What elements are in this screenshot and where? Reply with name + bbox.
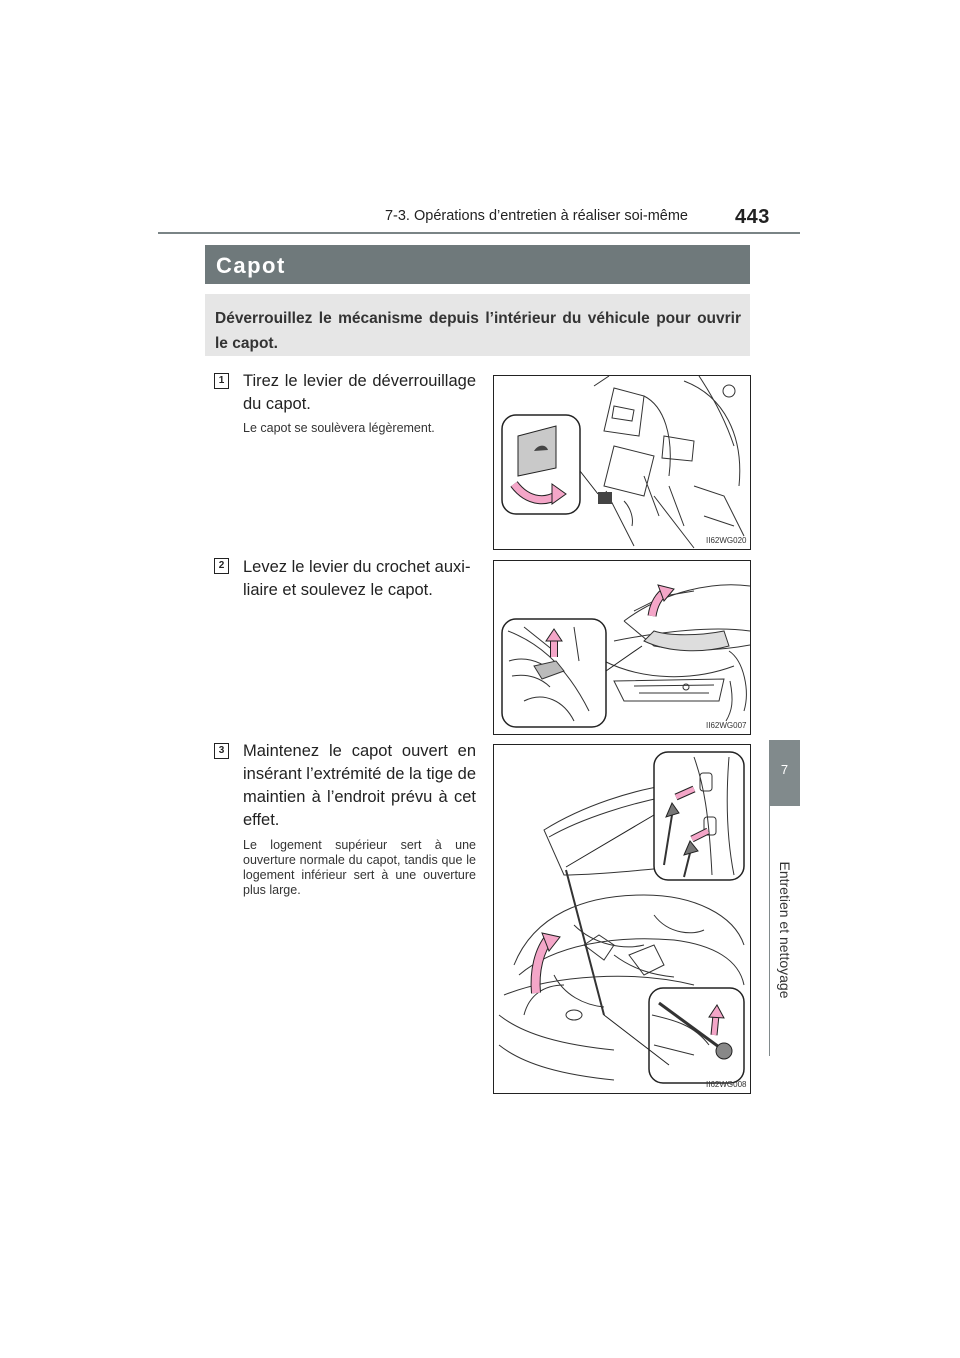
step-1-text: Tirez le levier de déverrouillage du capot.	[243, 372, 476, 413]
intro-text: Déverrouillez le mécanisme depuis l’intérieur du véhicule pour ouvrir le capot.	[215, 310, 741, 352]
side-tab-label: Entretien et nettoyage	[777, 861, 793, 999]
step-2-text-line-2: liaire et soulevez le capot.	[243, 581, 433, 599]
figure-code-2: II62WG007	[706, 721, 747, 730]
step-number-3: 3	[214, 743, 229, 759]
step-3-note: Le logement supérieur sert à une ouverture normale du capot, tandis que le logement inférieur sert à une ouverture plus large.	[243, 838, 476, 897]
header-rule	[158, 232, 800, 234]
step-number-1: 1	[214, 373, 229, 389]
step-2-text	[243, 556, 476, 602]
section-title: Capot	[216, 253, 286, 278]
figure-hood-release-lever	[493, 375, 751, 550]
figure-auxiliary-catch	[493, 560, 751, 735]
figure-code-3: II62WG008	[706, 1080, 747, 1089]
step-3-text: Maintenez le capot ouvert en insérant l’extrémité de la tige de maintien à l’endroit prévu à cet effet.	[243, 742, 476, 829]
chapter-title: 7-3. Opérations d’entretien à réaliser soi-même	[384, 208, 688, 224]
side-tab-number: 7	[780, 762, 789, 777]
step-1-note: Le capot se soulèvera légèrement.	[243, 421, 435, 435]
figure-support-rod	[493, 744, 751, 1094]
page-number: 443	[735, 206, 770, 228]
step-2-text-line-1: Levez le levier du crochet auxi-	[243, 558, 471, 576]
section-title-bar	[205, 245, 750, 284]
figure-code-1: II62WG020	[706, 536, 747, 545]
step-number-2: 2	[214, 558, 229, 574]
